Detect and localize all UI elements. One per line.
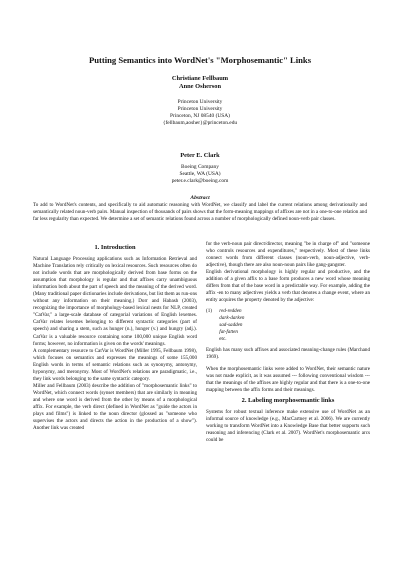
section-heading-introduction: 1. Introduction bbox=[94, 244, 136, 251]
abstract-heading: Abstract bbox=[190, 195, 210, 201]
affiliation-line: Princeton, NJ 08540 (USA) bbox=[170, 112, 230, 119]
left-column bbox=[33, 241, 197, 432]
example-item: fat-fatten bbox=[219, 329, 238, 336]
example-item: red-redden bbox=[219, 308, 242, 315]
example-list bbox=[206, 308, 370, 343]
body-paragraph: for the verb-noun pair direct/director, meaning "be in charge of" and "someone who controls resources and expenditures," respectively. Most of these links connect words from different classes (noun-verb, noun-adjective, verb-adjective), though there are also noun-noun pairs like gang-gangster. bbox=[206, 241, 370, 269]
example-etc: etc. bbox=[219, 336, 227, 343]
example-number: (1) bbox=[206, 308, 212, 315]
body-paragraph: A complementary resource to CatVar is WordNet (Miller 1995, Fellbaum 1998), which focuses on semantics and expresses the meanings of some 155,000 English words in terms of semantic relations such as synonymy, antonymy, hyponymy, and meronymy. Most of WordNet's relations are paradigmatic, i.e., they link words belonging to the same syntactic category. bbox=[33, 347, 197, 382]
paper-title: Putting Semantics into WordNet's "Morphosemantic" Links bbox=[88, 55, 312, 65]
body-paragraph: When the morphosemantic links were added to WordNet, their semantic nature was not made explicit, as it was assumed --- following conventional wisdom --- that the meanings of the affixes are highly regular and that there is a one-to-one mapping between the affix forms and their meanings. bbox=[206, 365, 370, 393]
example-items bbox=[219, 308, 244, 343]
author-name-1: Christiane Fellbaum bbox=[171, 75, 229, 82]
author-email: peter.e.clark@boeing.com bbox=[171, 177, 229, 184]
example-item: dark-darken bbox=[219, 315, 245, 322]
affiliation-line: Princeton University bbox=[177, 99, 223, 105]
body-paragraph: English derivational morphology is highly regular and productive, and the addition of a given affix to a base form produces a new word whose meaning differs from that of the base word in a predictable way. For example, adding the affix -en to many adjectives yields a verb that denotes a change event, where an entity acquires the property denoted by the adjective: bbox=[206, 269, 370, 304]
body-paragraph: Miller and Fellbaum (2003) describe the addition of "morphosemantic links" to WordNet, which connect words (synset members) that are similarly in meaning and where one word is derived from the other by means of a morphological affix. For example, the verb direct (defined in WordNet as "guide the actors in plays and films") is linked to the noun director (glossed as "someone who supervises the actors and directs the action in the production of a show"). Another link was created bbox=[33, 382, 197, 432]
abstract-text: To add to WordNet's contents, and specifically to aid automatic reasoning with WordNet, we classify and label the current relations among derivationally and semantically related noun-verb pairs. Manual inspection of thousands of pairs shows that the form-meaning mappings of affixes are not in a one-to-one relation and far less regularity than expected. We determine a set of semantic relations found across a number of morphologically defined noun-verb pair classes. bbox=[33, 202, 367, 222]
author-group-2 bbox=[40, 152, 360, 160]
body-paragraph: English has many such affixes and associated meaning-change rules (Marchand 1969). bbox=[206, 347, 370, 361]
affiliation-line: Boeing Company bbox=[181, 164, 219, 170]
section-heading-labeling: 2. Labeling morphosemantic links bbox=[241, 396, 335, 404]
example-item: sad-sadden bbox=[219, 322, 243, 329]
body-paragraph: Natural Language Processing applications such as Information Retrieval and Machine Translation rely critically on lexical resources. Such resources often do not include words that are morphologically derived from base forms on the assumption that morphology is regular and that affixes carry unambiguous information both about the part of speech and the meaning of the derived word. (Many traditional paper dictionaries include derivations, but list them as run-ons without any information on their meaning.) Dorr and Habash (2003), recognizing the importance of morphology-based lexical nests for NLP, created "CatVar," a large-scale database of categorial variations of English lexemes. CatVar relates lexemes belonging to different syntactic categories (part of speech) and sharing a stem, such as hunger (n.), hunger (v.) and hungry (adj.). CatVar is a valuable resource containing some 100,000 unique English word forms; however, no information is given on the words' meanings. bbox=[33, 256, 197, 347]
author-email: {fellbaum,aosher}@princeton.edu bbox=[162, 119, 238, 126]
affiliation-group-2 bbox=[40, 164, 360, 185]
affiliation-group-1 bbox=[40, 99, 360, 127]
author-group-1 bbox=[40, 75, 360, 91]
affiliation-line: Princeton University bbox=[177, 105, 223, 112]
author-name-2: Anne Osherson bbox=[178, 83, 222, 90]
affiliation-line: Seattle, WA (USA) bbox=[179, 170, 221, 177]
author-name-3: Peter E. Clark bbox=[180, 152, 220, 159]
body-paragraph: Systems for robust textual inference make extensive use of WordNet as an informal source of knowledge (e.g., MacCartney et al. 2006). We are currently working to transform WordNet into a Knowledge Base that better supports such reasoning and inferencing (Clark et al. 2007). WordNet's morphosemantic arcs could be bbox=[206, 408, 370, 443]
right-column bbox=[206, 241, 370, 444]
